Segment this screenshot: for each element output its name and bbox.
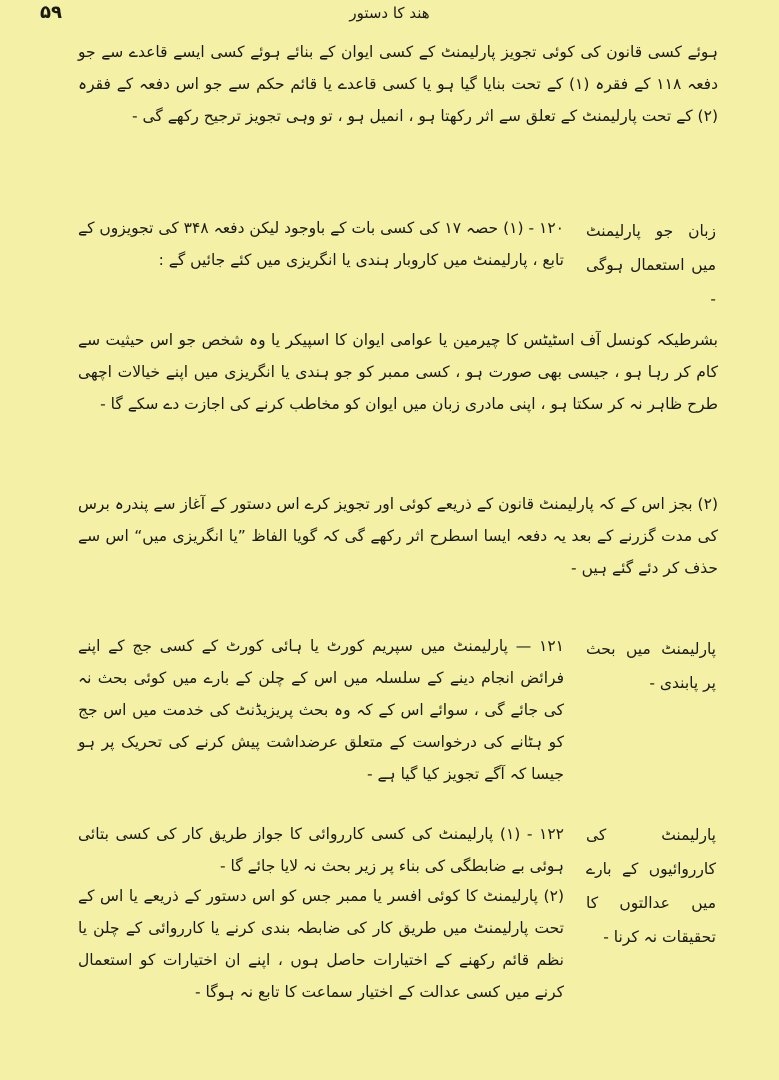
- article-121: ۱۲۱ — پارلیمنٹ میں سپریم کورٹ یا ہائی کورٹ کے کسی جج کے اپنے فرائض انجام دینے کے سلسلہ میں اس کے چلن کے بارے میں کوئی بحث نہ کی جائے گی ، سوائے اس کے کہ وہ بحث پریزیڈنٹ کی خدمت میں اس جج کو ہٹانے کی درخواست کے متعلق عرضداشت پیش کرنے کی تحریک پر ہو جیسا کہ آگے تجویز کیا گیا ہے -: [78, 637, 564, 783]
- running-header: ھند کا دستور: [349, 4, 430, 22]
- margin-note-language: زبان جو پارلیمنٹ میں استعمال ہوگی -: [586, 222, 716, 308]
- article-120-clause-2: (۲) بجز اس کے کہ پارلیمنٹ قانون کے ذریعے کوئی اور تجویز کرے اس دستور کے آغاز سے پندرہ برس کی مدت گزرنے کے بعد یہ دفعہ ایسا اسطرح اثر رکھے گی کہ گویا الفاظ ”یا انگریزی میں“ اس سے حذف کر دئے گئے ہیں -: [78, 495, 718, 577]
- margin-note-courts: پارلیمنٹ کی کارروائیوں کے بارے میں عدالتوں کا تحقیقات نہ کرنا -: [586, 826, 716, 946]
- margin-note-discussion: پارلیمنٹ میں بحث پر پابندی -: [586, 640, 716, 692]
- article-122-clause-1: ۱۲۲ - (۱) پارلیمنٹ کی کسی کارروائی کا جواز طریق کار کی کسی بتائی ہوئی بے ضابطگی کی بناء پر زیر بحث نہ لایا جائے گا -: [78, 825, 564, 875]
- article-120-proviso: بشرطیکہ کونسل آف اسٹیٹس کا چیرمین یا عوامی ایوان کا اسپیکر یا وہ شخص جو اس حیثیت سے کام کر رہا ہو ، جیسی بھی صورت ہو ، کسی ممبر کو جو ہندی یا انگریزی میں اپنے خیالات اچھی طرح ظاہر نہ کر سکتا ہو ، اپنی مادری زبان میں ایوان کو مخاطب کرنے کی اجازت دے سکے گا -: [78, 331, 718, 413]
- article-120-clause-1: ۱۲۰ - (۱) حصہ ۱۷ کی کسی بات کے باوجود لیکن دفعہ ۳۴۸ کی تجویزوں کے تابع ، پارلیمنٹ میں کاروبار ہندی یا انگریزی میں کئے جائیں گے :: [78, 219, 564, 269]
- paragraph-intro: ہوئے کسی قانون کی کوئی تجویز پارلیمنٹ کے کسی ایوان کے بنائے ہوئے کسی ایسے قاعدے سے جو دفعہ ۱۱۸ کے فقرہ (۱) کے تحت بنایا گیا ہو یا کسی قاعدے یا قائم حکم سے جو اس دفعہ کے فقرہ (۲) کے تحت پارلیمنٹ کے تعلق سے اثر رکھتا ہو ، انمیل ہو ، تو وہی تجویز ترجیح رکھے گی -: [78, 43, 718, 125]
- article-122-clause-2: (۲) پارلیمنٹ کا کوئی افسر یا ممبر جس کو اس دستور کے ذریعے یا اس کے تحت پارلیمنٹ میں طریق کار کی ضابطہ بندی کرنے یا کارروائی کے چلن یا نظم قائم رکھنے کے اختیارات حاصل ہوں ، اپنے ان اختیارات کو استعمال کرنے میں کسی عدالت کے اختیار سماعت کا تابع نہ ہوگا -: [78, 887, 564, 1001]
- page-number: ۵۹: [40, 2, 62, 23]
